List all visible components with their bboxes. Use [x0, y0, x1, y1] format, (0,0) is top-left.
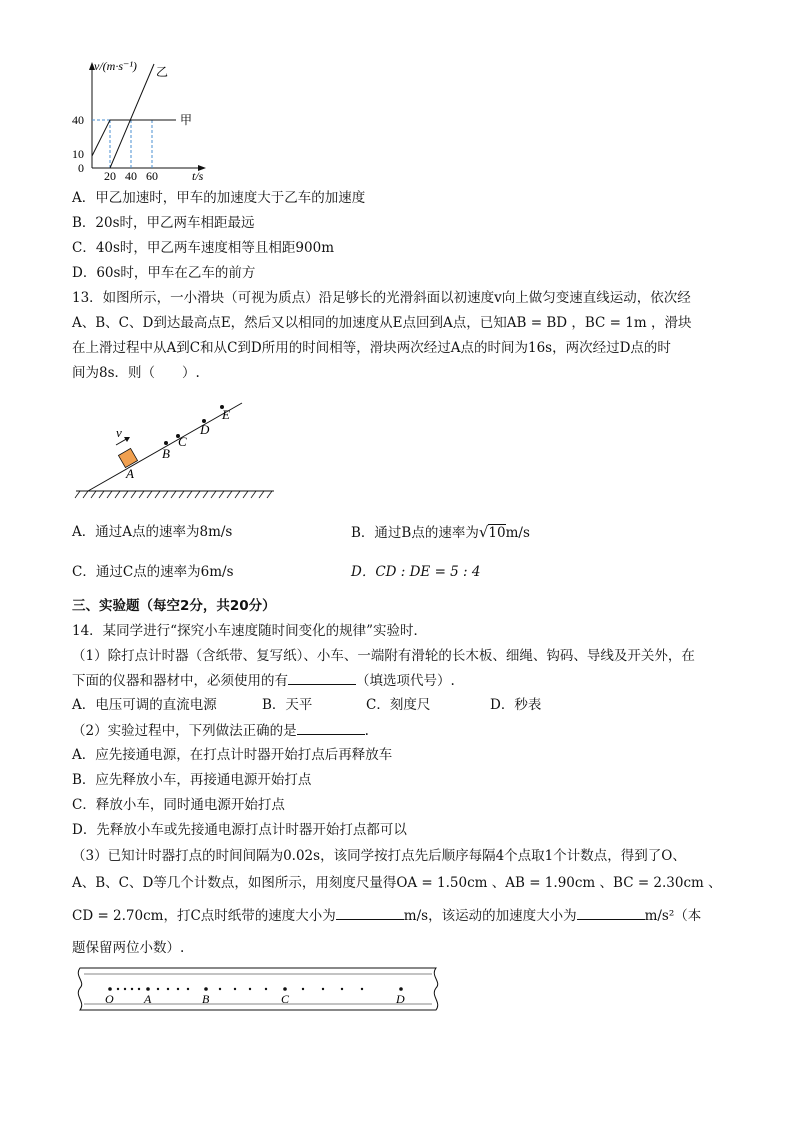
x-tick-60: 60: [146, 169, 158, 182]
tape-label-c: C: [281, 992, 290, 1006]
q13-line-4: 间为8s．则（ ）.: [72, 365, 200, 381]
answer-blank-3[interactable]: [336, 905, 404, 920]
x-tick-40: 40: [125, 169, 137, 182]
label-yi: 乙: [156, 65, 169, 79]
label-e: E: [222, 407, 230, 422]
section-3-title: 三、实验题（每空2分，共20分）: [72, 598, 276, 614]
tape-label-o: O: [105, 992, 114, 1006]
q14-p3-line-1: （3）已知计时器打点的时间间隔为0.02s，该同学按打点先后顺序每隔4个点取1个计数点，得到了O、: [72, 848, 686, 864]
q14-p2-option-d: D．先释放小车或先接通电源打点计时器开始打点都可以: [72, 822, 407, 838]
tape-label-a: A: [144, 992, 152, 1006]
q14-p1-line-1: （1）除打点计时器（含纸带、复写纸）、小车、一端附有滑轮的长木板、细绳、钩码、导线及开关外，在: [72, 648, 695, 664]
q12-option-d: D．60s时，甲车在乙车的前方: [72, 265, 256, 281]
q13-line-1: 13．如图所示，一小滑块（可视为质点）沿足够长的光滑斜面以初速度v向上做匀变速直线运动，依次经: [72, 290, 691, 306]
label-jia: 甲: [180, 113, 193, 127]
tape-label-d: D: [396, 992, 405, 1006]
q14-line-1: 14．某同学进行“探究小车速度随时间变化的规律”实验时．: [72, 623, 427, 639]
line-jia: [92, 120, 176, 156]
y-axis-label: v/(m·s⁻¹): [94, 59, 137, 73]
q12-option-b: B．20s时，甲乙两车相距最远: [72, 215, 255, 231]
q14-p1-option-b: B．天平: [262, 697, 313, 713]
q14-p2-option-c: C．释放小车，同时通电源开始打点: [72, 797, 285, 813]
answer-blank-2[interactable]: [297, 720, 365, 735]
q13-option-b: B．通过B点的速率为√10m/s: [351, 523, 530, 541]
q14-p2-option-b: B．应先释放小车，再接通电源开始打点: [72, 772, 312, 788]
q13-line-3: 在上滑过程中从A到C和从C到D所用的时间相等，滑块两次经过A点的时间为16s，两次经过D点的时: [72, 340, 671, 356]
incline-figure: [70, 395, 280, 507]
line-yi: [110, 64, 154, 168]
x-axis-label: t/s: [192, 169, 204, 182]
label-c: C: [178, 434, 187, 449]
q14-p3-line-4: 题保留两位小数）.: [72, 940, 185, 956]
velocity-time-graph: [70, 56, 230, 182]
paper-tape-figure: [74, 964, 446, 1014]
q14-p3-line-3: CD = 2.70cm，打C点时纸带的速度大小为 m/s，该运动的加速度大小为 m/s²（本: [72, 905, 701, 926]
q14-p1-option-c: C．刻度尺: [366, 697, 431, 713]
q13-line-2: A、B、C、D到达最高点E，然后又以相同的加速度从E点回到A点，已知AB = BD ，BC = 1m ，滑块: [72, 315, 692, 331]
y-tick-40: 40: [72, 113, 84, 127]
q14-p1-option-a: A．电压可调的直流电源: [72, 697, 217, 713]
label-a: A: [126, 466, 134, 481]
label-d: D: [200, 422, 210, 437]
q12-option-c: C．40s时，甲乙两车速度相等且相距900m: [72, 240, 335, 256]
x-tick-20: 20: [104, 169, 116, 182]
q12-option-a: A．甲乙加速时，甲车的加速度大于乙车的加速度: [72, 190, 366, 206]
label-v: v: [116, 425, 122, 440]
q14-p2-option-a: A．应先接通电源，在打点计时器开始打点后再释放车: [72, 747, 393, 763]
tape-label-b: B: [202, 992, 210, 1006]
q14-p1-option-d: D．秒表: [490, 697, 542, 713]
q14-p1-line-2: 下面的仪器和器材中，必须使用的有 （填选项代号）.: [72, 670, 455, 691]
q13-option-d: D．CD : DE = 5 : 4: [351, 564, 481, 580]
y-tick-0: 0: [78, 161, 84, 175]
q13-option-c: C．通过C点的速率为6m/s: [72, 564, 234, 580]
q14-p2-line: （2）实验过程中，下列做法正确的是 .: [72, 720, 369, 741]
answer-blank-4[interactable]: [577, 905, 645, 920]
q13-option-a: A．通过A点的速率为8m/s: [72, 524, 233, 540]
answer-blank-1[interactable]: [288, 670, 356, 685]
q14-p3-line-2: A、B、C、D等几个计数点，如图所示，用刻度尺量得OA = 1.50cm 、AB = 1.90cm 、BC = 2.30cm 、: [72, 875, 722, 891]
y-tick-10: 10: [72, 147, 84, 161]
label-b: B: [162, 446, 170, 461]
